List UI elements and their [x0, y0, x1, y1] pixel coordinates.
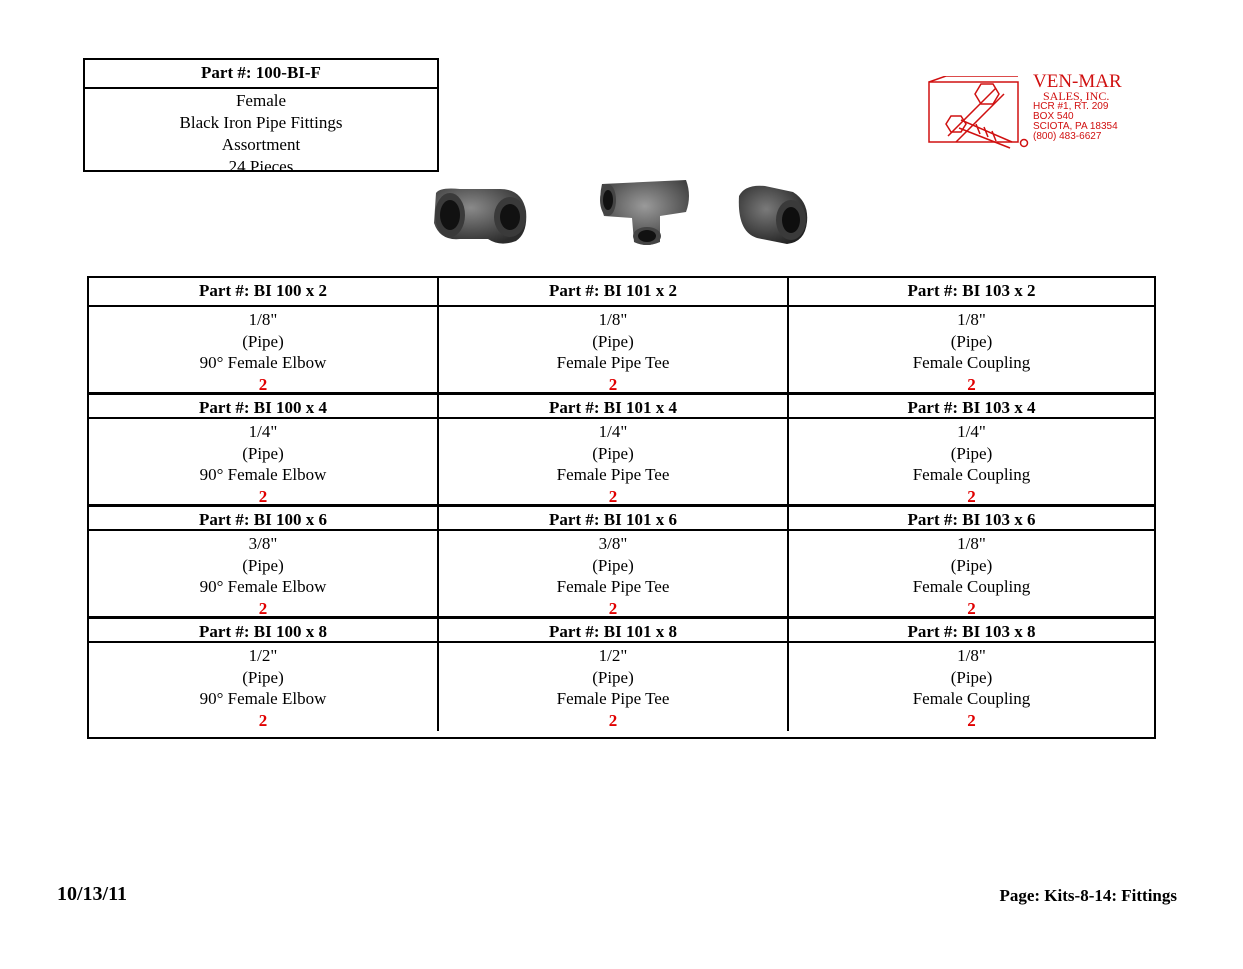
- part-qty: 2: [258, 374, 268, 394]
- part-type: (Pipe): [950, 667, 993, 687]
- kit-desc-line: Black Iron Pipe Fittings: [179, 113, 343, 132]
- part-qty: 2: [258, 486, 268, 506]
- part-number-header: Part #: BI 101 x 4: [439, 395, 789, 419]
- part-type: (Pipe): [592, 667, 634, 687]
- company-name: VEN-MAR: [1033, 71, 1122, 92]
- part-qty: 2: [967, 486, 976, 506]
- part-number-header: Part #: BI 101 x 2: [439, 278, 789, 307]
- part-type: (Pipe): [242, 667, 284, 687]
- kit-desc-line: Female: [235, 91, 287, 110]
- part-size: 1/8": [957, 310, 986, 329]
- part-qty: 2: [608, 486, 618, 506]
- part-details: [89, 307, 439, 395]
- part-size: 1/8": [598, 310, 628, 329]
- part-size: 1/4": [598, 422, 628, 441]
- part-size: 1/4": [957, 422, 986, 441]
- company-address-line: BOX 540: [1033, 111, 1074, 122]
- part-details: [439, 307, 789, 395]
- part-size: 3/8": [248, 534, 278, 553]
- part-details: [89, 531, 439, 619]
- part-desc: 90° Female Elbow: [199, 465, 327, 484]
- part-desc: 90° Female Elbow: [199, 353, 327, 372]
- part-type: (Pipe): [950, 555, 993, 575]
- part-number-header: Part #: BI 103 x 8: [789, 619, 1154, 643]
- part-qty: 2: [967, 598, 976, 618]
- part-size: 3/8": [598, 534, 628, 553]
- part-size: 1/8": [957, 534, 986, 553]
- part-details: [89, 643, 439, 731]
- parts-table: [87, 276, 1156, 739]
- part-size: 1/2": [598, 646, 628, 665]
- part-type: (Pipe): [592, 331, 634, 351]
- company-phone: (800) 483-6627: [1033, 131, 1102, 142]
- part-details: [439, 643, 789, 731]
- footer-page: Page: Kits-8-14: Fittings: [999, 886, 1177, 905]
- part-qty: 2: [258, 598, 268, 618]
- company-info: [1033, 73, 1122, 142]
- part-desc: Female Pipe Tee: [556, 465, 670, 484]
- kit-part-number: Part #: 100-BI-F: [85, 60, 437, 89]
- part-desc: Female Pipe Tee: [556, 689, 670, 708]
- kit-description: [85, 89, 437, 178]
- part-type: (Pipe): [950, 443, 993, 463]
- elbow-fitting-image: [430, 183, 530, 247]
- part-number-header: Part #: BI 101 x 8: [439, 619, 789, 643]
- part-details: [789, 307, 1154, 395]
- company-address-line: HCR #1, RT. 209: [1033, 101, 1109, 112]
- footer-date: 10/13/11: [57, 883, 128, 905]
- part-details: [89, 419, 439, 507]
- part-qty: 2: [608, 374, 618, 394]
- part-desc: Female Coupling: [912, 353, 1031, 372]
- part-details: [439, 531, 789, 619]
- part-qty: 2: [967, 374, 976, 394]
- part-qty: 2: [608, 710, 618, 730]
- part-type: (Pipe): [592, 443, 634, 463]
- part-qty: 2: [967, 710, 976, 730]
- part-desc: Female Coupling: [912, 689, 1031, 708]
- part-details: [439, 419, 789, 507]
- part-size: 1/8": [248, 310, 278, 329]
- part-type: (Pipe): [242, 331, 284, 351]
- part-number-header: Part #: BI 103 x 2: [789, 278, 1154, 307]
- part-number-header: Part #: BI 100 x 4: [89, 395, 439, 419]
- part-size: 1/8": [957, 646, 986, 665]
- part-desc: 90° Female Elbow: [199, 689, 327, 708]
- part-size: 1/2": [248, 646, 278, 665]
- part-type: (Pipe): [592, 555, 634, 575]
- part-size: 1/4": [248, 422, 278, 441]
- part-qty: 2: [258, 710, 268, 730]
- kit-desc-line: Assortment: [221, 135, 301, 154]
- part-number-header: Part #: BI 100 x 8: [89, 619, 439, 643]
- part-type: (Pipe): [242, 555, 284, 575]
- part-number-header: Part #: BI 103 x 6: [789, 507, 1154, 531]
- company-sub: SALES, INC.: [1043, 89, 1110, 103]
- part-type: (Pipe): [950, 331, 993, 351]
- part-desc: 90° Female Elbow: [199, 577, 327, 596]
- part-desc: Female Pipe Tee: [556, 353, 670, 372]
- tee-fitting-image: [598, 176, 692, 248]
- part-number-header: Part #: BI 100 x 6: [89, 507, 439, 531]
- part-number-header: Part #: BI 103 x 4: [789, 395, 1154, 419]
- coupling-fitting-image: [735, 182, 811, 246]
- part-desc: Female Coupling: [912, 465, 1031, 484]
- part-desc: Female Pipe Tee: [556, 577, 670, 596]
- part-details: [789, 419, 1154, 507]
- kit-header-box: [83, 58, 439, 176]
- part-desc: Female Coupling: [912, 577, 1031, 596]
- part-number-header: Part #: BI 100 x 2: [89, 278, 439, 307]
- part-qty: 2: [608, 598, 618, 618]
- part-number-header: Part #: BI 101 x 6: [439, 507, 789, 531]
- part-details: [789, 643, 1154, 731]
- part-type: (Pipe): [242, 443, 284, 463]
- kit-desc-line: 24 Pieces: [228, 157, 294, 176]
- company-address-line: SCIOTA, PA 18354: [1033, 121, 1118, 132]
- part-details: [789, 531, 1154, 619]
